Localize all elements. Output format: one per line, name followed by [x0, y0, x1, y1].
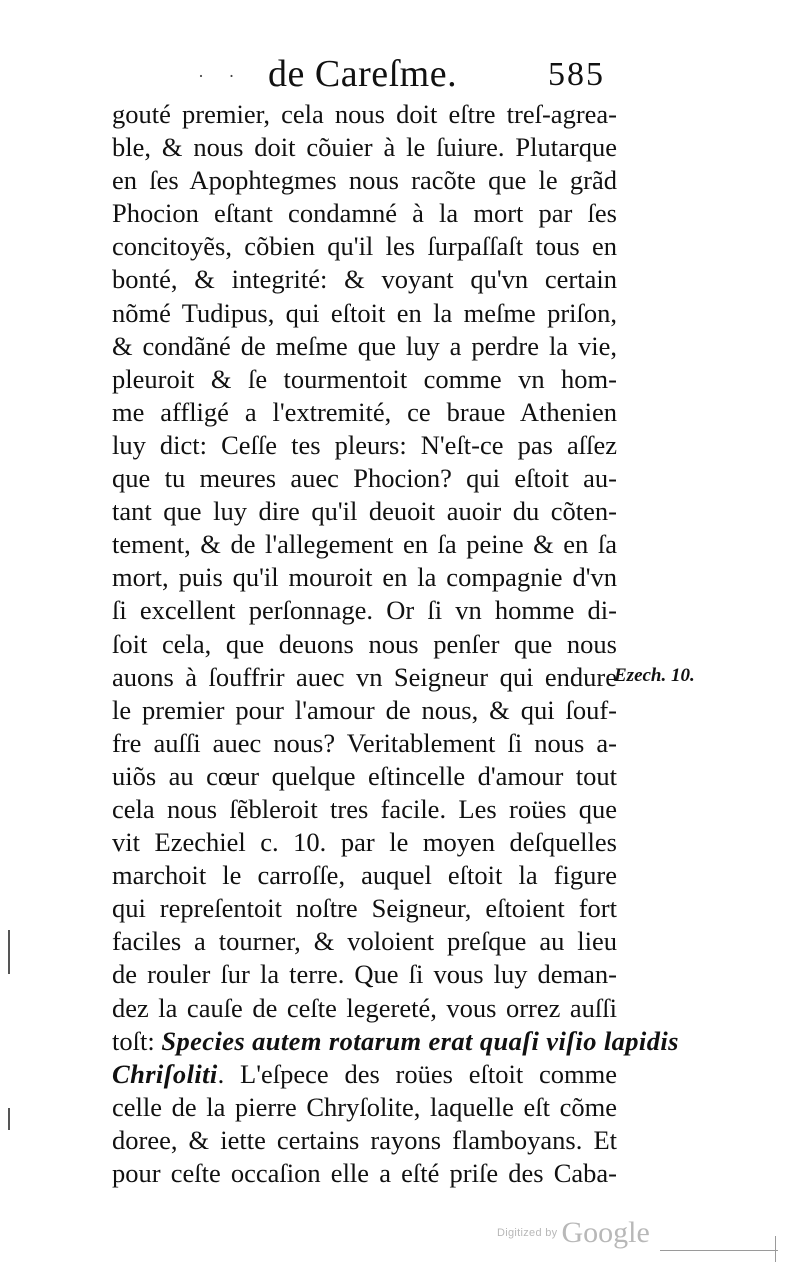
text-line: en ſes Apophtegmes nous racõte que le grãd — [112, 165, 617, 196]
text-line: concitoyẽs, cõbien qu'il les ſurpaſſaſt tous en — [112, 231, 617, 262]
text-line: qui repreſentoit noſtre Seigneur, eſtoient fort — [112, 893, 617, 924]
text-line: tement, & de l'allegement en ſa peine & en ſa — [112, 529, 617, 560]
text-line: fre auſſi auec nous? Veritablement ſi nous a- — [112, 727, 617, 758]
text-line: nõmé Tudipus, qui eſtoit en la meſme priſon, — [112, 297, 617, 328]
latin-quote: Species autem rotarum erat quaſi viſio lapidis — [161, 1025, 679, 1056]
text-line: vit Ezechiel c. 10. par le moyen deſquelles — [112, 827, 617, 858]
text-line: tant que luy dire qu'il deuoit auoir du cõten- — [112, 496, 617, 527]
text-line: me affligé a l'extremité, ce braue Athenien — [112, 396, 617, 427]
watermark-prefix: Digitized by — [497, 1227, 558, 1239]
text-line: luy dict: Ceſſe tes pleurs: N'eſt-ce pas aſſez — [112, 429, 617, 460]
running-title: de Careſme. — [268, 53, 458, 95]
text-line: ble, & nous doit cõuier à le ſuiure. Plutarque — [112, 132, 617, 163]
scan-rule — [660, 1250, 778, 1251]
text-line: Phocion eſtant condamné à la mort par ſes — [112, 198, 617, 229]
latin-rest: . L'eſpece des roües eſtoit comme — [217, 1058, 617, 1089]
latin-quote-line — [112, 1025, 679, 1058]
text-line: auons à ſouffrir auec vn Seigneur qui endure — [112, 661, 617, 692]
text-line: cela nous ſẽbleroit tres facile. Les roües que — [112, 793, 617, 824]
text-line: celle de la pierre Chryſolite, laquelle eſt cõme — [112, 1091, 617, 1122]
text-line: faciles a tourner, & voloient preſque au lieu — [112, 926, 617, 957]
text-line — [112, 1058, 617, 1091]
text-line: pour ceſte occaſion elle a eſté priſe des Caba- — [112, 1158, 617, 1188]
page-number: 585 — [548, 56, 605, 93]
digitized-watermark — [497, 1216, 650, 1250]
text-line: pleuroit & ſe tourmentoit comme vn hom- — [112, 363, 617, 394]
text-line: que tu meures auec Phocion? qui eſtoit au- — [112, 463, 617, 494]
text-line: ſi excellent perſonnage. Or ſi vn homme di- — [112, 595, 617, 626]
latin-prefix: toſt: — [112, 1025, 162, 1056]
text-line: de rouler ſur la terre. Que ſi vous luy deman- — [112, 959, 617, 990]
text-line: bonté, & integrité: & voyant qu'vn certain — [112, 264, 617, 295]
text-line: gouté premier, cela nous doit eſtre treſ-agrea- — [112, 99, 617, 129]
watermark-brand: Google — [561, 1216, 650, 1249]
text-line: uiõs au cœur quelque eſtincelle d'amour tout — [112, 760, 617, 791]
margin-mark — [8, 1108, 10, 1130]
margin-mark — [8, 930, 10, 974]
marginal-note: Ezech. 10. — [614, 665, 695, 686]
header-dots: · · — [198, 66, 245, 86]
text-line: & condãné de meſme que luy a perdre la vie, — [112, 330, 617, 361]
latin-quote-end: Chriſoliti — [112, 1058, 218, 1089]
scan-rule-vertical — [775, 1236, 776, 1262]
text-line: dez la cauſe de ceſte legereté, vous orrez auſſi — [112, 992, 617, 1023]
text-line: mort, puis qu'il mouroit en la compagnie d'vn — [112, 562, 617, 593]
text-line: marchoit le carroſſe, auquel eſtoit la figure — [112, 860, 617, 891]
text-line: ſoit cela, que deuons nous penſer que nous — [112, 628, 617, 659]
text-line: le premier pour l'amour de nous, & qui ſouf- — [112, 694, 617, 725]
text-line: doree, & iette certains rayons flamboyans. Et — [112, 1124, 617, 1155]
